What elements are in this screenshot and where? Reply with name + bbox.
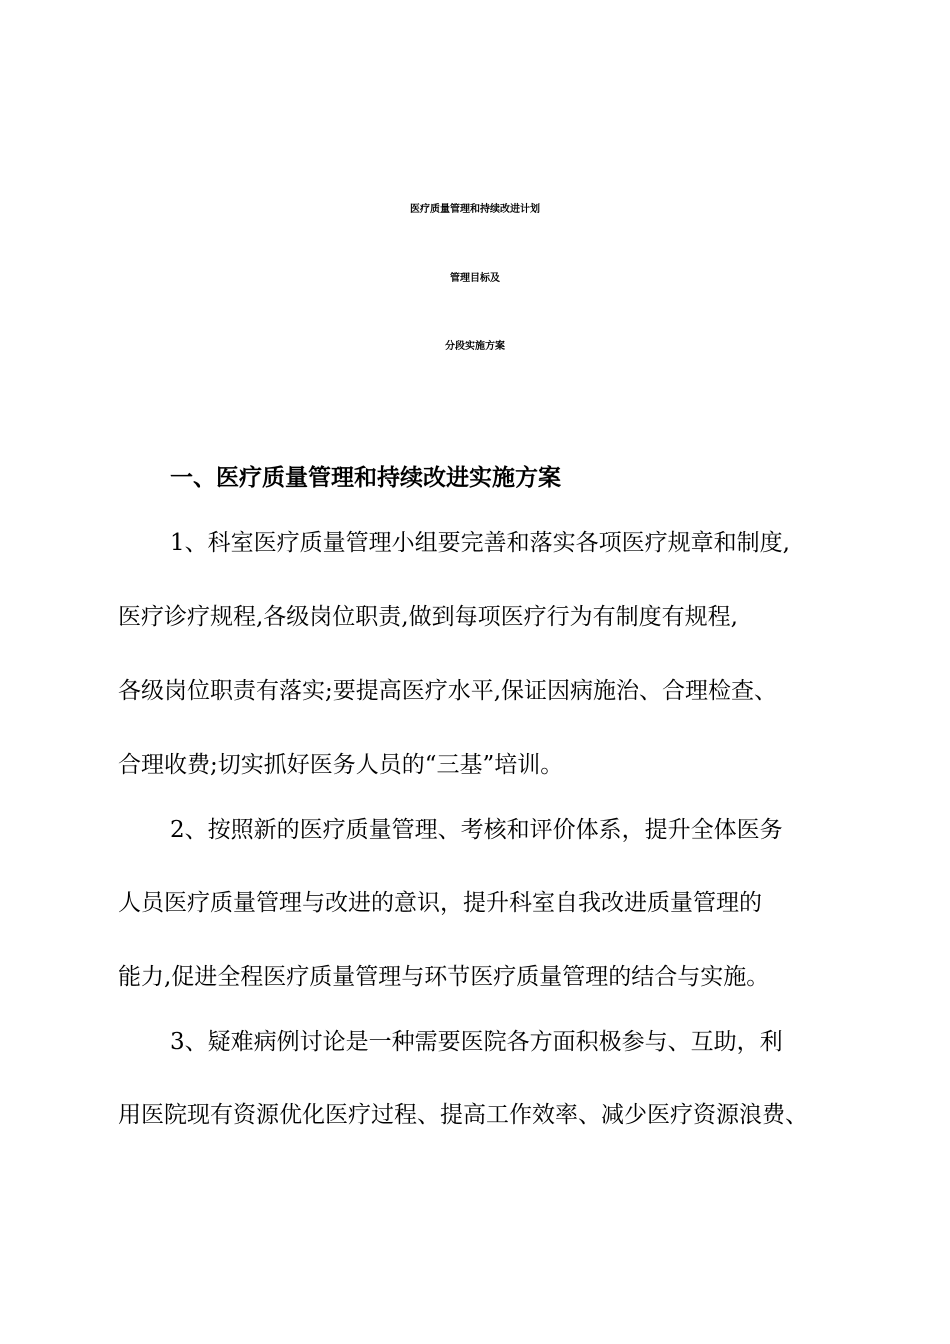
document-title-line-2: 管理目标及 — [450, 273, 500, 284]
paragraph-2-line-1: 2、按照新的医疗质量管理、考核和评价体系，提升全体医务 — [170, 817, 783, 843]
paragraph-3-line-2: 用医院现有资源优化医疗过程、提高工作效率、减少医疗资源浪费、 — [118, 1102, 808, 1128]
paragraph-1-line-1: 1、科室医疗质量管理小组要完善和落实各项医疗规章和制度, — [170, 530, 790, 556]
paragraph-3-line-1: 3、疑难病例讨论是一种需要医院各方面积极参与、互助，利 — [170, 1029, 783, 1055]
document-title-line-3: 分段实施方案 — [445, 341, 505, 352]
document-title-line-1: 医疗质量管理和持续改进计划 — [410, 204, 540, 215]
paragraph-1-line-2: 医疗诊疗规程,各级岗位职责,做到每项医疗行为有制度有规程, — [118, 604, 738, 630]
paragraph-2-line-3: 能力,促进全程医疗质量管理与环节医疗质量管理的结合与实施。 — [118, 964, 770, 990]
paragraph-1-line-4: 合理收费;切实抓好医务人员的“三基”培训。 — [118, 752, 564, 778]
section-heading: 一、医疗质量管理和持续改进实施方案 — [170, 465, 561, 491]
paragraph-2-line-2: 人员医疗质量管理与改进的意识，提升科室自我改进质量管理的 — [118, 890, 762, 916]
paragraph-1-line-3: 各级岗位职责有落实;要提高医疗水平,保证因病施治、合理检查、 — [118, 678, 778, 704]
